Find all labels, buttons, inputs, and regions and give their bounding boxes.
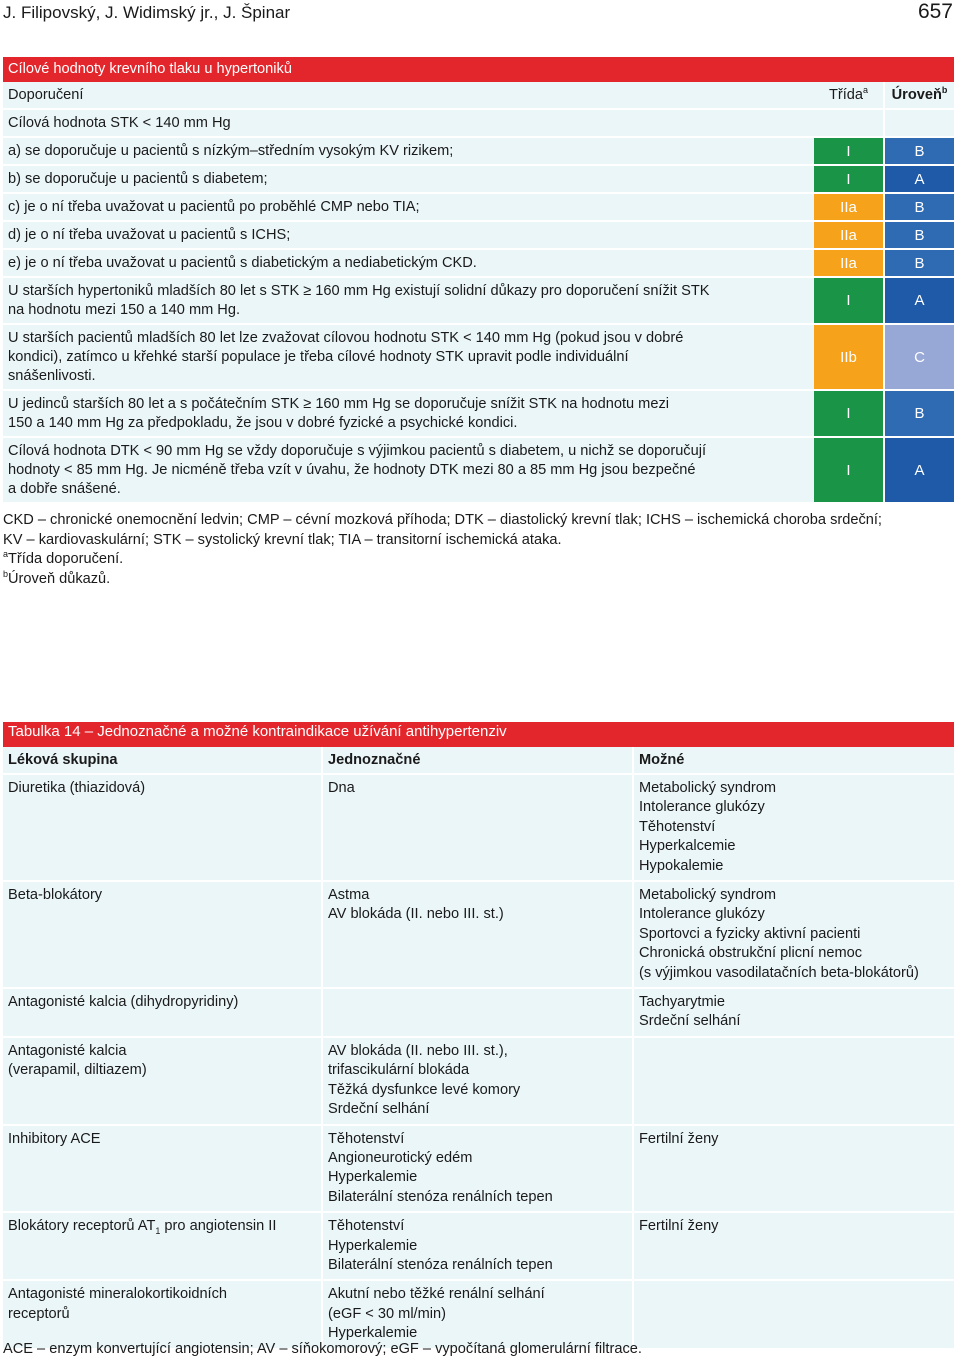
table1-title-row xyxy=(3,57,954,82)
drug-group xyxy=(3,988,322,1037)
drug-group xyxy=(3,1280,322,1348)
contraindication-item: Intolerance glukózy xyxy=(639,906,765,923)
drug-group xyxy=(3,881,322,988)
contraindication-item: Srdeční selhání xyxy=(328,1101,430,1118)
recommendation-text xyxy=(3,437,814,503)
recommendation-row xyxy=(3,165,954,193)
definite-contraindications xyxy=(322,1212,633,1280)
col-class: Třída$^a$ xyxy=(814,82,884,109)
recommendation-text: Cílová hodnota STK < 140 mm Hg xyxy=(3,109,814,137)
definite-contraindications xyxy=(322,1280,633,1348)
level-badge: A xyxy=(884,277,954,324)
contraindication-item: Srdeční selhání xyxy=(639,1013,741,1030)
recommendation-line: snášenlivosti. xyxy=(8,367,96,384)
drug-group-line: receptorů xyxy=(8,1305,70,1322)
contraindication-item: AV blokáda (II. nebo III. st.), xyxy=(328,1042,508,1059)
contraindication-item: Těhotenství xyxy=(639,818,716,835)
abbreviations-line: CKD – chronické onemocnění ledvin; CMP – cévní mozková příhoda; DTK – diastolický krevní tlak; ICHS – ischemická choroba srdeční; xyxy=(3,512,882,528)
contraindication-item: Fertilní ženy xyxy=(639,1130,719,1147)
contraindication-item: Fertilní ženy xyxy=(639,1218,719,1235)
footnote-b: $^b$Úroveň důkazů. xyxy=(3,568,111,587)
class-badge: IIa xyxy=(814,221,884,249)
contraindication-item: Metabolický syndrom xyxy=(639,780,777,796)
bp-target-table xyxy=(3,57,954,504)
drug-row xyxy=(3,881,954,988)
level-badge xyxy=(884,109,954,137)
possible-contraindications xyxy=(633,988,954,1037)
contraindication-item: trifascikulární blokáda xyxy=(328,1062,470,1079)
recommendation-line: kondici), zatímco u křehké starší populace je třeba cílové hodnoty STK upravit podle individuální xyxy=(8,348,629,365)
drug-row xyxy=(3,1125,954,1213)
definite-contraindications xyxy=(322,988,633,1037)
drug-group xyxy=(3,1212,322,1280)
subscript: 1 xyxy=(155,1226,161,1237)
recommendation-text: b) se doporučuje u pacientů s diabetem; xyxy=(3,165,814,193)
contraindication-item: Tachyarytmie xyxy=(639,994,725,1011)
contraindication-item: Hyperkalcemie xyxy=(639,838,736,855)
definite-contraindications xyxy=(322,774,633,881)
class-badge: IIa xyxy=(814,249,884,277)
contraindication-item: AV blokáda (II. nebo III. st.) xyxy=(328,906,504,923)
contraindication-item: Astma xyxy=(328,887,370,904)
col-level: Úroveň$^b$ xyxy=(884,82,954,109)
recommendation-text xyxy=(3,277,814,324)
possible-contraindications xyxy=(633,1125,954,1213)
contraindication-item: Angioneurotický edém xyxy=(328,1149,473,1166)
contraindication-item: Těhotenství xyxy=(328,1218,405,1235)
recommendation-row xyxy=(3,221,954,249)
level-badge: A xyxy=(884,437,954,503)
class-badge: IIa xyxy=(814,193,884,221)
level-badge: B xyxy=(884,221,954,249)
level-badge: B xyxy=(884,249,954,277)
contraindication-item: (s výjimkou vasodilatačních beta-blokátorů) xyxy=(639,964,919,981)
drug-group xyxy=(3,1125,322,1213)
contraindication-item: Hypokalemie xyxy=(639,857,724,874)
recommendation-row xyxy=(3,437,954,503)
table2-header-row xyxy=(3,747,954,774)
abbreviations-line: KV – kardiovaskulární; STK – systolický krevní tlak; TIA – transitorní ischemická ataka. xyxy=(3,531,562,548)
definite-contraindications xyxy=(322,1037,633,1125)
contraindication-item: Intolerance glukózy xyxy=(639,799,765,816)
drug-row xyxy=(3,1037,954,1125)
recommendation-text: a) se doporučuje u pacientů s nízkým–středním vysokým KV rizikem; xyxy=(3,137,814,165)
level-badge: C xyxy=(884,324,954,390)
footnote-a: $^a$Třída doporučení. xyxy=(3,549,124,567)
recommendation-text xyxy=(3,324,814,390)
recommendation-text xyxy=(3,390,814,437)
col-recommendation: Doporučení xyxy=(3,82,814,109)
drug-group-line: Inhibitory ACE xyxy=(8,1130,101,1147)
drug-row xyxy=(3,988,954,1037)
level-badge: B xyxy=(884,390,954,437)
contraindication-item: (eGF < 30 ml/min) xyxy=(328,1305,446,1322)
contraindication-item: Hyperkalemie xyxy=(328,1169,418,1186)
contraindication-item: Těžká dysfunkce levé komory xyxy=(328,1081,521,1098)
page-header xyxy=(3,0,953,26)
recommendation-line: U jedinců starších 80 let a s počátečním STK ≥ 160 mm Hg se doporučuje snížit STK na hodnotu mezi xyxy=(8,395,669,412)
col-definite: Jednoznačné xyxy=(322,747,633,774)
recommendation-row xyxy=(3,277,954,324)
recommendation-line: U starších pacientů mladších 80 let lze zvažovat cílovou hodnotu STK < 140 mm Hg (pokud jsou v dobré xyxy=(8,329,684,346)
recommendation-text: e) je o ní třeba uvažovat u pacientů s diabetickým a nediabetickým CKD. xyxy=(3,249,814,277)
recommendation-text: c) je o ní třeba uvažovat u pacientů po proběhlé CMP nebo TIA; xyxy=(3,193,814,221)
page-number: 657 xyxy=(917,0,953,23)
recommendation-row xyxy=(3,109,954,137)
contraindication-item: Bilaterální stenóza renálních tepen xyxy=(328,1188,553,1205)
drug-group-line: Antagonisté kalcia xyxy=(8,1042,127,1059)
drug-group xyxy=(3,1037,322,1125)
recommendation-line: 150 a 140 mm Hg za předpokladu, že jsou v dobré fyzické a psychické kondici. xyxy=(8,414,518,431)
possible-contraindications xyxy=(633,1212,954,1280)
definite-contraindications xyxy=(322,881,633,988)
contraindication-item: Dna xyxy=(328,780,355,796)
recommendation-row xyxy=(3,324,954,390)
drug-row xyxy=(3,1212,954,1280)
recommendation-line: hodnoty < 85 mm Hg. Je nicméně třeba vzít v úvahu, že hodnoty DTK mezi 80 a 85 mm Hg jsou bezpečné xyxy=(8,461,696,478)
drug-row xyxy=(3,1280,954,1348)
recommendation-row xyxy=(3,137,954,165)
possible-contraindications xyxy=(633,881,954,988)
drug-group-line: Beta-blokátory xyxy=(8,887,103,904)
drug-row xyxy=(3,774,954,881)
level-badge: B xyxy=(884,137,954,165)
authors: J. Filipovský, J. Widimský jr., J. Špinar xyxy=(3,3,291,22)
drug-group-line: (verapamil, diltiazem) xyxy=(8,1062,147,1079)
contraindication-item: Hyperkalemie xyxy=(328,1325,418,1342)
recommendation-line: na hodnotu mezi 150 a 140 mm Hg. xyxy=(8,301,241,318)
col-drug-group: Léková skupina xyxy=(3,747,322,774)
recommendation-row xyxy=(3,193,954,221)
drug-group-line: Diuretika (thiazidová) xyxy=(8,780,146,796)
contraindication-item: Těhotenství xyxy=(328,1130,405,1147)
drug-group-line xyxy=(8,1217,316,1236)
level-badge: A xyxy=(884,165,954,193)
level-badge: B xyxy=(884,193,954,221)
recommendation-text: d) je o ní třeba uvažovat u pacientů s ICHS; xyxy=(3,221,814,249)
recommendation-row xyxy=(3,390,954,437)
definite-contraindications xyxy=(322,1125,633,1213)
recommendation-line: U starších hypertoniků mladších 80 let s STK ≥ 160 mm Hg existují solidní důkazy pro doporučení snížit STK xyxy=(8,282,710,299)
class-badge: I xyxy=(814,437,884,503)
contraindication-item: Bilaterální stenóza renálních tepen xyxy=(328,1256,553,1273)
drug-group xyxy=(3,774,322,881)
drug-group-text: pro angiotensin II xyxy=(160,1218,277,1235)
class-badge xyxy=(814,109,884,137)
recommendation-line: a dobře snášené. xyxy=(8,480,121,497)
class-badge: I xyxy=(814,277,884,324)
table2-title-row xyxy=(3,722,954,747)
recommendation-row xyxy=(3,249,954,277)
table1-notes xyxy=(3,511,953,589)
recommendation-line: Cílová hodnota DTK < 90 mm Hg se vždy doporučuje s výjimkou pacientů s diabetem, u nichž se doporučují xyxy=(8,442,707,459)
class-badge: I xyxy=(814,165,884,193)
contraindication-item: Hyperkalemie xyxy=(328,1237,418,1254)
contraindications-table xyxy=(3,722,954,1350)
table2-abbreviations: ACE – enzym konvertující angiotensin; AV – síňokomorový; eGF – vypočítaná glomerulární filtrace. xyxy=(3,1341,642,1357)
drug-group-line: Antagonisté kalcia (dihydropyridiny) xyxy=(8,994,239,1011)
table1-title: Cílové hodnoty krevního tlaku u hypertoniků xyxy=(8,61,292,77)
table2-title: Tabulka 14 – Jednoznačné a možné kontraindikace užívání antihypertenziv xyxy=(3,722,954,747)
contraindication-item: Metabolický syndrom xyxy=(639,887,777,904)
contraindication-item: Chronická obstrukční plicní nemoc xyxy=(639,945,863,962)
contraindication-item: Akutní nebo těžké renální selhání xyxy=(328,1286,545,1303)
class-badge: I xyxy=(814,390,884,437)
possible-contraindications xyxy=(633,774,954,881)
possible-contraindications xyxy=(633,1037,954,1125)
drug-group-text: Blokátory receptorů AT xyxy=(8,1218,156,1235)
contraindication-item: Sportovci a fyzicky aktivní pacienti xyxy=(639,925,861,942)
col-possible: Možné xyxy=(633,747,954,774)
table1-header-row xyxy=(3,82,954,109)
class-badge: I xyxy=(814,137,884,165)
drug-group-line: Antagonisté mineralokortikoidních xyxy=(8,1286,228,1303)
class-badge: IIb xyxy=(814,324,884,390)
possible-contraindications xyxy=(633,1280,954,1348)
